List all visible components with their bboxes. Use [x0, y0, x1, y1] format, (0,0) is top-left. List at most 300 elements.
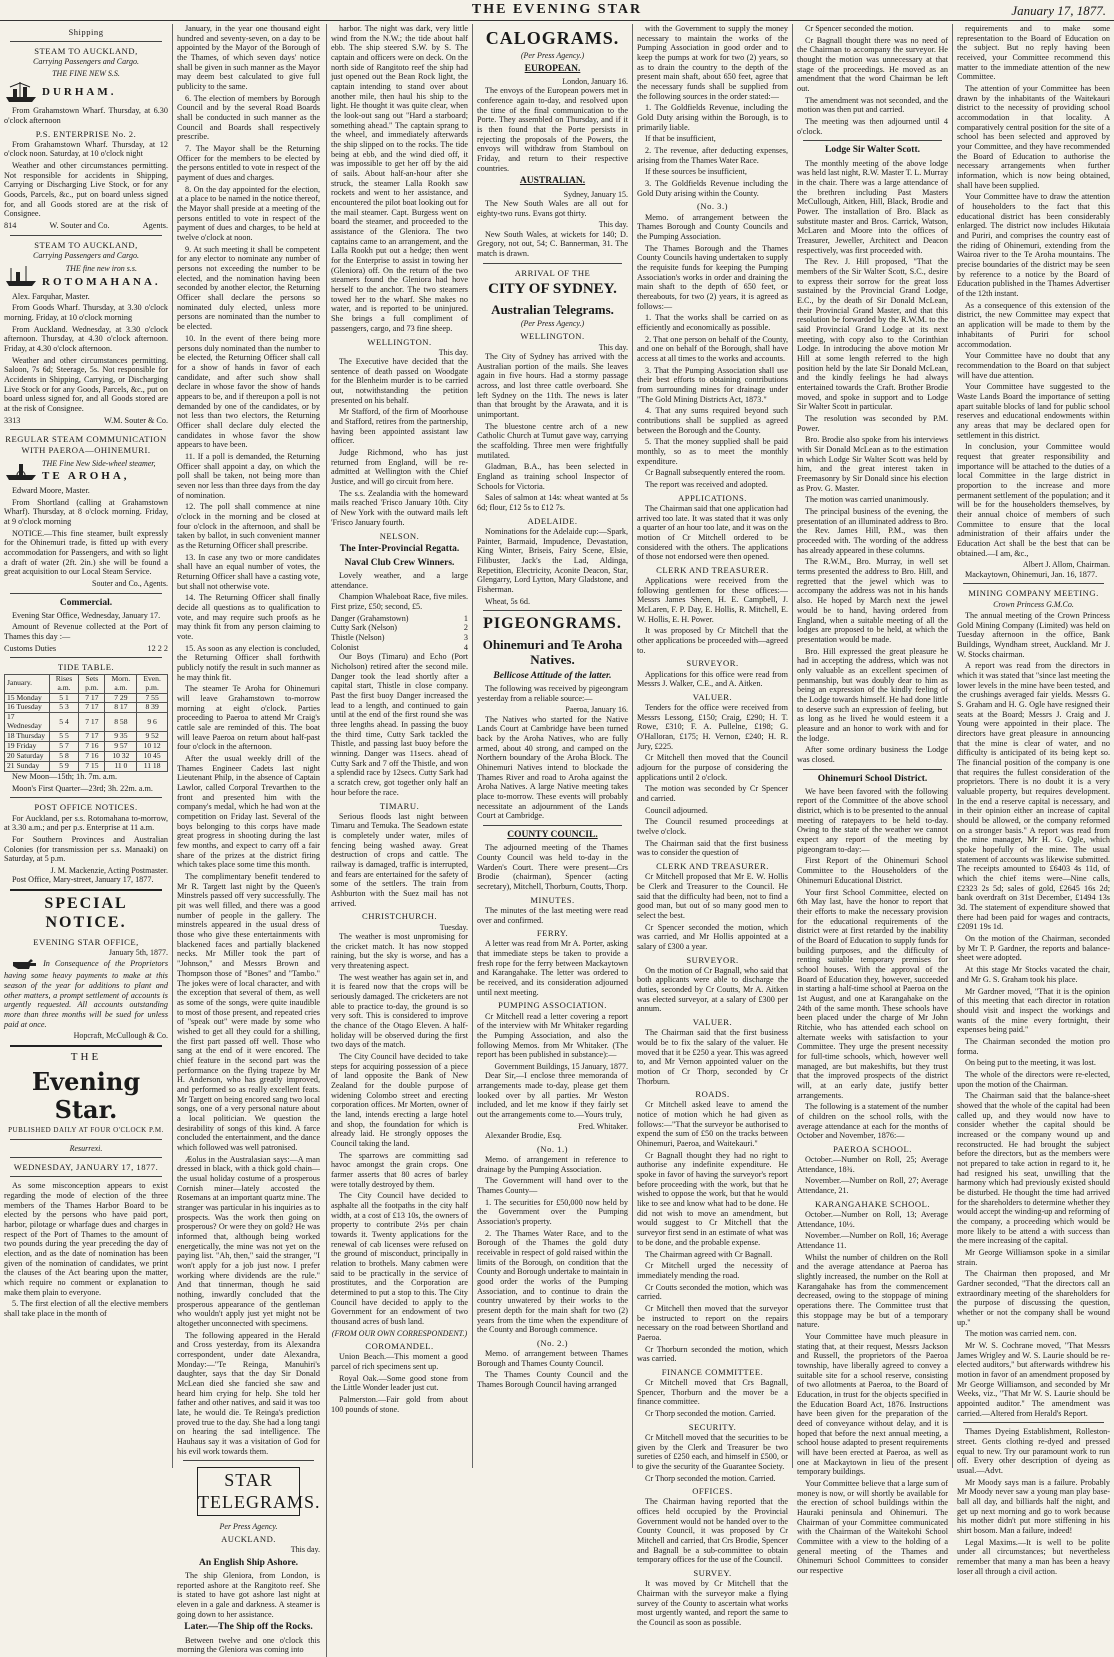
divider [963, 1422, 1104, 1423]
paragraph: At this stage Mr Stocks vacated the chair, and Mr G. S. Graham took his place. [957, 965, 1110, 984]
ad-durham-title: STEAM TO AUCKLAND, [34, 46, 138, 57]
paragraph: Cr Thorp seconded the motion. Carried. [645, 1473, 776, 1483]
paragraph: The motion was carried unanimously. [805, 495, 929, 505]
dateline: London, January 16. [562, 76, 628, 86]
table-cell: 5 3 [49, 703, 78, 713]
paragraph: Cr Coutts seconded the motion, which was carried. [637, 1282, 788, 1302]
paragraph: Your Committee have no doubt that any recommendation to the Board on that subject will have due attention. [957, 351, 1110, 380]
paragraph: Cr Mitchell moved that the securities to be given by the Clerk and Treasurer be two sureties of £250 each, and himself in £500, or to give the security of the Guarantee Society. [637, 1432, 788, 1471]
table-cell: 9 57 [105, 742, 137, 752]
shipping-heading: Shipping [68, 27, 104, 37]
table-cell: 7 16 [79, 742, 105, 752]
divider [483, 825, 622, 826]
paragraph: The sparrows are committing sad havoc amongst the grain crops. One farmer asserts that 80 acres of barley were totally destroyed by them. [331, 1150, 468, 1189]
paragraph: Champion Whaleboat Race, five miles. First prize, £50; second, £5. [331, 592, 468, 612]
paragraph: Bro. Hill expressed the great pleasure he had in accepting the address, which was not only valuable as an excellent specimen of penmanship, but was doubly dear to him as being an expression of the kindly feeling of the Lodge towards himself. He had done little to deserve such an expression of feeling, but as long as he lived he would esteem it a pleasure and an honor to work with and for the lodge. [797, 646, 948, 743]
subsection-heading: SURVEYOR. [686, 954, 739, 965]
race-result-row [331, 614, 468, 624]
table-row [5, 732, 168, 742]
ad-footer [4, 416, 168, 426]
table-cell: 7 29 [105, 693, 137, 703]
subsection-heading: KARANGAHAKE SCHOOL. [814, 1198, 930, 1209]
commercial-line: Evening Star Office, Wednesday, January 17. [12, 610, 161, 620]
paragraph: Dear Sir,—I enclose three memoranda of arrangements made to-day, please get them looked over by all parties. Mr Weston included, and let me know if they fairly set out the arrangements come to.—Yours truly, [477, 1071, 628, 1119]
paragraph: The Council resumed proceedings at twelve o'clock. [637, 817, 788, 837]
paragraph: The Chairman agreed with Cr Bagnall. [645, 1249, 773, 1259]
dateline: ADELAIDE. [527, 515, 578, 526]
table-header-cell: Rises a.m. [49, 674, 78, 693]
paragraph: The City Council have decided to asphalte all the footpaths in the city half width, at a cost of £13 10s, the owners of property to contribute 2½s per chain towards it. Twenty applications for the renewal of cab licenses were refused on the ground of misconduct, principally in relation to brothels. Many cabmen were said to be practically in the service of prostitutes, and the Corporation are determined to put a stop to this. The City Council have decided to apply to the Government for an endowment of two thousand acres of bush land. [331, 1191, 468, 1327]
paragraph: 3. The Goldfields Revenue including the Gold Duty arising within the County. [637, 179, 788, 198]
paragraph: The following appeared in the Herald and Cross yesterday, from its Alexandra correspondent, under date Alexandra, Monday:—"Te Reinga, Manuhiri's daughter, says that the day Sir Donald McLean died she fancied she saw and heard him crying for help. She told her father and other natives, and said it was too late, he would die. Te Reinga's prediction proved true to the day. She had a long tangi on hearing the sad intelligence. The Hauhaus say it was a visitation of God for his evil work towards them. [177, 1330, 320, 1456]
table-row [5, 762, 168, 772]
paragraph: Cr Mitchell then moved that the Council adjourn for the purpose of considering the applications until 2 o'clock. [637, 753, 788, 782]
ad-number: 3313 [4, 415, 21, 425]
paragraph: with the Government to supply the money necessary to maintain the works of the Pumping Association in good order and to keep the pumps at work for two (2) years, so as to drain the country to the depth of the present main shaft, about 650 feet, agree that the necessary funds shall be supplied from the following sources in the order stated:— [637, 24, 788, 101]
publication-note: PUBLISHED DAILY AT FOUR O'CLOCK P.M. [8, 1126, 164, 1135]
paragraph: Cr Spencer seconded the motion. [805, 24, 914, 33]
paragraph: Thames Dyeing Establishment, Rolleston-street. Gents clothing re-dyed and pressed equal to new. Try our paramount work to run off. Every other description of dyeing as usual.—Advt. [957, 1427, 1110, 1476]
story-subheading: Bellicose Attitude of the latter. [493, 670, 612, 681]
paragraph: Cr Mitchell read a letter covering a report of the interview with Mr Whitaker regarding the Pumping Association, and also the following Memos. from Mr Whitaker. (The report has been published in substance):— [477, 1011, 628, 1060]
ad-rotomahana-subtitle: Carrying Passengers and Cargo. [33, 250, 139, 260]
divider [10, 1045, 162, 1047]
section-heading: EUROPEAN. [524, 63, 581, 74]
divider [803, 769, 942, 770]
paragraph: The Chairman said that the first business was to consider the question of [637, 838, 788, 858]
ad-line: Weather and other circumstances permitting. Not responsible for accidents in Shipping, Carrying or Discharging Live Stock, or for any Goods, Parcels, &c., put on board unless signed for, and all Goods stored are at the risk of Consignee. [4, 160, 168, 219]
boat-name: Colonist [331, 642, 359, 652]
column-2-left [177, 24, 320, 1657]
paragraph: Judge Richmond, who has just returned from England, will be re-admitted at Wellington with the Chief Justice, and will go circuit from here. [331, 448, 468, 487]
paragraph: On the motion of the Chairman, seconded by Mr T. P. Gardner, the reports and balance-sheet were adopted. [957, 934, 1110, 963]
special-notice-office: EVENING STAR OFFICE, [33, 936, 139, 947]
paragraph: 14. The Returning Officer shall finally decide all questions as to qualification to vote, and may require such proofs as he may think fit from any person claiming to vote. [177, 593, 320, 641]
ad-number: 814 [4, 221, 17, 231]
paragraph: The following was received by pigeongram yesterday from a reliable source:— [477, 683, 628, 703]
table-cell: 5 4 [49, 713, 78, 732]
dateline-day: This day. [598, 342, 628, 352]
post-line: For Southern Provinces and Australian Colonies (for transmission per s.s. Manaaki) on Saturday, at 5 p.m. [4, 834, 168, 864]
paragraph: The motion was carried nem. con. [965, 1329, 1077, 1339]
paragraph: The adjourned meeting of the Thames County Council was held to-day in the Warden's Court. There were present—Crs Brodie (chairman), Spencer (acting secretary), Mitchell, Thorburn, Coutts, Thorp. [477, 843, 628, 892]
ad-te-aroha-title: REGULAR STEAM COMMUNICATION WITH PAEROA—OHINEMURI. [5, 434, 167, 455]
table-cell: 10 12 [137, 742, 168, 752]
australian-telegrams-heading: Australian Telegrams. [491, 301, 614, 317]
post-line: For Auckland, per s.s. Rotomahana to-morrow, at 3.30 a.m.; and per p.s. Enterprise at 11 a.m. [4, 813, 168, 833]
paragraph: The weather is most unpromising for the cricket match. It has now stopped raining, but the sky is worse, and has a very threatening aspect. [331, 931, 468, 970]
ad-enterprise: P.S. ENTERPRISE No. 2. [35, 128, 137, 139]
ad-footer [4, 221, 168, 231]
paragraph: Your Committee have suggested to the Waste Lands Board the importance of setting apart suitable blocks of land for public school reserves and educational endowments within any areas that may be declared open for settlement in this district. [957, 382, 1110, 440]
paragraph: 12. The poll shall commence at nine o'clock in the morning and be closed at four o'clock in the afternoon, and shall be taken by ballot, in such convenient manner as the Returning Officer shall prescribe. [177, 502, 320, 550]
dateline-day: This day. [598, 220, 628, 230]
paragraph: Cr Mitchell moved that Crs Bagnall, Spencer, Thorburn and the mover be a finance committee. [637, 1378, 788, 1407]
subsection-heading: VALUER. [692, 691, 733, 702]
table-cell: 7 17 [79, 732, 105, 742]
ad-line: From Auckland. Wednesday, at 3.30 o'clock afternoon. Thursday, at 4.30 o'clock afternoon. Friday, at 4.30 o'clock afternoon. [4, 324, 168, 354]
paragraph: It was proposed by Cr Mitchell that the other applications be proceeded with—agreed to. [637, 626, 788, 655]
paragraph: The Natives who started for the Native Lands Court at Cambridge have been turned back by the Aroha Natives, who are fully armed, about 40 strong, and camped on the Northern boundary of the Aroha Block. The Ohinemuri Natives intend to blockade the Thames River and road to Aroha against the Aroha Natives. A large Native meeting takes place to-morrow. These events will probably necessitate an adjournment of the Lands Court at Cambridge. [477, 714, 628, 821]
paragraph: Legal Maxims.—It is well to be polite under all circumstances; but nevertheless remember that many a man has been a heavy loser all through a civil action. [957, 1537, 1110, 1576]
divider [10, 657, 162, 658]
divider [483, 263, 622, 264]
ad-line: From Grahamstown Wharf. Thursday, at 6.30 o'clock afternoon [4, 106, 168, 125]
ad-agent: W.M. Souter & Co. [104, 415, 168, 425]
table-cell: 5 1 [49, 693, 78, 703]
paragraph: 8. On the day appointed for the election, at a place to be named in the notice thereof, the Mayor shall preside at a meeting of the persons entitled to vote in respect of the payment of dues and charges, to be held at twelve o'clock at noon. [177, 184, 320, 243]
divider [10, 41, 162, 42]
paragraph: 6. The election of members by Borough Council and by the several Road Boards shall be conducted in such manner as the Council and Boards shall respectively prescribe. [177, 93, 320, 142]
boat-place: 4 [463, 642, 468, 652]
subsection-heading: CLERK AND TREASURER. [656, 564, 769, 575]
ship-name: TE AROHA, [42, 470, 130, 483]
table-cell: 17 Wednesday [5, 713, 50, 732]
ad-agent: Souter and Co., Agents. [92, 579, 168, 589]
paragraph: The Chairman said that one application had arrived too late. It was stated that it was only a quarter of an hour too late, and it was on the motion of Cr Mitchell ordered to be considered with the others. The applications of those not endorsed were then opened. [637, 503, 788, 562]
paragraph: 13. In case any two or more candidates shall have an equal number of votes, the Returning Officer shall have a casting vote, but shall not otherwise vote. [177, 552, 320, 591]
table-cell: 9 35 [105, 732, 137, 742]
paragraph: As a consequence of this extension of the district, the new Committee may expect that an application will be made to them by the inhabitants of Puriri for school accommodation. [957, 300, 1110, 349]
paragraph: The west weather has again set in, and it is feared now that the crops will be seriously damaged. The cricketers are not able to practice to-day, the ground is so very soft. This is considered to improve the chance of the Otago Eleven. A half-holiday will be observed during the first two days of the match. [331, 972, 468, 1050]
table-cell: 8 17 [105, 703, 137, 713]
table-cell: 7 15 [79, 762, 105, 772]
table-header-row [5, 674, 168, 693]
paragraph: The steamer Te Aroha for Ohinemuri will leave Grahamstown to-morrow morning at eight o'clock. Parties proceeding to Paeroa to attend Mr Craig's cattle sale are reminded of this. The boat will leave Paeroa on return about half-past four o'clock in the afternoon. [177, 684, 320, 752]
paragraph: The report was received and adopted. [645, 480, 768, 490]
paragraph: Memo. of arrangement in reference to drainage by the Pumping Association. [477, 1154, 628, 1174]
calograms-heading: CALOGRAMS. [485, 28, 620, 48]
paragraph: Mr Gardner moved, "That it is the opinion of this meeting that each director in rotation should visit and inspect the workings and wants of the mine every fortnight, their expenses being paid." [957, 986, 1110, 1035]
paragraph: Nominations for the Adelaide cup:—Spark, Painter, Barmaid, Impudence, Devastation, King Winter, Briseis, Fairy Scene, Elsie, Filibuster, Jack's the Lad, Aldinga, Repetition, Electricity, Aconite Deacon, Star, Glengarry, Lord Lytton, Mary Gladstone, and Fisherman. [477, 526, 628, 594]
paragraph: The attention of your Committee has been drawn by the inhabitants of the Waitekauri district to the necessity of providing school accommodation in that locality. A comparatively central position for the site of a school has been selected and approved by your Committee, and they have recommended the Board of Education to authorise the necessary arrangements when further information, which is now being obtained, shall have been supplied. [957, 84, 1110, 190]
table-row [5, 703, 168, 713]
special-notice-date: January 5th, 1877. [108, 947, 168, 957]
column-4 [632, 24, 792, 1627]
agency-line: (Per Press Agency.) [520, 51, 585, 61]
subsection-heading: PAEROA SCHOOL. [833, 1143, 912, 1154]
paragraph: The Chairman seconded the motion pro forma. [957, 1036, 1110, 1056]
paddle-steamer-icon [4, 459, 38, 481]
subsection-heading: SECURITY. [688, 1421, 737, 1432]
paragraph: Cr Bagnall thought they had no right to authorise any indefinite expenditure. He spoke in favor of having the surveyor's report before proceeding with the work, but that he wished to oppose the work, but that he would like to see and know what had to be done. He did not wish to move an amendment, but would suggest to Cr Mitchell that the surveyor first send in an estimate of what was to be done, and the probable expense. [637, 1150, 788, 1247]
column-6 [952, 24, 1114, 1576]
paragraph: Our Boys (Timaru) and Echo (Port Nicholson) retired after the second mile. Danger took the lead shortly after a capital start, Thistle in close company. Past the first buoy Danger increased the lead to a length, and continued to gain until at the end of the first round she was three lengths ahead. In passing the buoy the third time, Cutty Sark tackled the Thistle, and passing last buoy before the winning. Danger was 11secs. ahead of Cutty Sark and 7 off the Thistle, and won a splendid race by 12secs. Cutty Sark had a scratch crew, got together only half an hour before the race. [331, 652, 468, 797]
table-row [5, 742, 168, 752]
tide-table [4, 674, 168, 773]
table-cell: 7 55 [137, 693, 168, 703]
subsection-heading: VALUER. [692, 1017, 733, 1028]
section-heading: AUSTRALIAN. [519, 176, 586, 187]
memo-number: (No. 2.) [537, 1338, 568, 1348]
commercial-line: Amount of Revenue collected at the Port of Thames this day :— [4, 622, 168, 642]
paragraph: It was moved by Cr Mitchell that the Chairman with the surveyor make a flying survey of the County to ascertain what works most urgently wanted, and report the same to the Council as soon as possible. [637, 1579, 788, 1627]
paragraph: 2. That one person on behalf of the County, and one on behalf of the Borough, shall have access at all times to the works and accounts. [637, 334, 788, 363]
paper-motto: Resurrexi. [69, 1143, 103, 1153]
table-cell: 5 5 [49, 732, 78, 742]
paper-the: THE [70, 1050, 102, 1063]
subsection-heading: APPLICATIONS. [678, 492, 747, 503]
column-5 [792, 24, 952, 1576]
paragraph: Palmerston.—Fair gold from about 100 pounds of stone. [331, 1395, 468, 1414]
paragraph: Cr Mitchell asked leave to amend the notice of motion which he had given as follows:—"That the surveyor be authorised to expend the sum of £50 on the tracks between Ohinemuri, Paeroa, and Waitekauri." [637, 1100, 788, 1149]
paragraph: If these sources be insufficient, [645, 167, 747, 177]
story-heading: An English Ship Ashore. [198, 1557, 299, 1568]
paragraph: The s.s. Zealandia with the homeward mails reached 'Frisco January 10th. City of New York with the outward mails left 'Frisco January fourth. [331, 488, 468, 527]
paragraph: If that be insufficient, [645, 134, 716, 144]
special-notice-title: SPECIAL NOTICE. [44, 895, 128, 931]
ship-name: ROTOMAHANA. [42, 275, 161, 288]
leader-date: WEDNESDAY, JANUARY 17, 1877. [13, 1162, 159, 1173]
boat-name: Thistle (Nelson) [331, 633, 385, 643]
table-cell: 10 45 [137, 752, 168, 762]
paragraph: The Executive have decided that the sentence of death passed on Woodgate for the Blenheim murder is to be carried out, notwithstanding the petition presented on his behalf. [331, 357, 468, 405]
divider [10, 429, 162, 430]
ship-rotomahana [4, 263, 168, 288]
paragraph: Gladman, B.A., has been selected in England as training school Inspector of Schools for Victoria. [477, 462, 628, 491]
masthead [0, 0, 1114, 21]
memo-number: (No. 1.) [537, 1143, 568, 1154]
paragraph: Cr Bagnall subsequently entered the room. [645, 468, 786, 478]
paragraph: Bro. Brodie also spoke from his interviews with Sir Donald McLean as to the estimation in which Lodge Sir Walter Scott was held by him, and the great interest taken in Freemasonry by Sir Donald since his election as Prov. G. Master. [797, 435, 948, 493]
arrival-heading: ARRIVAL OF THE [514, 267, 591, 278]
divider [10, 1176, 162, 1177]
special-notice-body: In Consequence of the Proprietors having some heavy payments to make at this season of the year for additions to plant and other matters, a prompt settlement of accounts is urgently requested. All accounts outstanding more than three months will be sued for unless paid at once. [4, 959, 169, 1029]
ad-line: From Shortland (calling at Grahamstown Wharf). Thursday, at 8 o'clock morning. Friday, at 9 o'clock morning [4, 497, 168, 527]
paragraph: Union Beach.—This moment a good parcel of rich specimens sent up. [331, 1352, 468, 1372]
paragraph: Between twelve and one o'clock this morning the Gleniora was coming into [177, 1635, 320, 1655]
report-signature: Albert J. Allom, Chairman. [1022, 560, 1110, 570]
paragraph: Æolus in the Australasian says:—A man dressed in black, with a thick gold chain—the usual holiday costume of a prosperous Cornish miner—lately accosted the Rosemans at an important quartz mine. The stranger was particular in his inquiries as to prospects. Was the work then going on prosperous? Or were they on gold? He was informed that, although being worked energetically, the mine was not yet on the paying list. "Ah, then," said the stranger, "I won't apply for a job just now. I prefer working where dividends are the rule." And that tinnerman, though he said nothing, inwardly concluded that the prosperous appearance of the gentleman who wouldn't apply just yet might not be altogether unconnected with specimens. [177, 1154, 320, 1329]
ship-te-aroha [4, 458, 168, 483]
paragraph: Whilst the number of children on the Roll and the average attendance at Paeroa has slightly increased, the number on the Roll at Karangahake has from the commencement decreased, owing to the stoppage of mining operations there. The Committee trust that this stoppage may be but of a temporary nature. [797, 1252, 948, 1330]
pointing-hand-icon [12, 957, 38, 971]
table-cell: 7 17 [79, 703, 105, 713]
paragraph: The ship Gleniora, from London, is reported ashore at the Rangitoto reef. She is stated to have got ashore last night at eleven in a gale and darkness. A steamer is going down to her assistance. [177, 1571, 320, 1619]
divider [10, 593, 162, 594]
paragraph: 9. At such meeting it shall be competent for any elector to nominate any number of persons not exceeding the number to be elected, and the nomination having been seconded by another elector, the Returning Officer shall declare the persons so nominated duly elected, unless more persons are nominated than the number to be elected. [177, 244, 320, 332]
agency-line: Per Press Agency. [219, 1521, 278, 1531]
ship-durham [4, 81, 168, 103]
subsection-heading: FINANCE COMMITTEE. [661, 1366, 764, 1377]
paragraph: The Chairman then proposed, and Mr Gardner seconded, "That the directors call an extraordinary meeting of the shareholders for the purpose of discussing the question, whether or not the company shall be wound up." [957, 1269, 1110, 1327]
newspaper-title: THE EVENING STAR [471, 2, 643, 17]
dateline: Sydney, January 15. [563, 189, 628, 199]
subsection-heading: OFFICES. [692, 1486, 733, 1497]
paragraph: Cr Mitchell proposed that Mr E. W. Hollis be Clerk and Treasurer to the Council. He said that the difficulty had been, not to find a good man, but out of so many good men to select the best. [637, 872, 788, 920]
post-line: Post Office, Mary-street, January 17, 1877. [12, 875, 154, 885]
divider [10, 1139, 162, 1140]
paragraph: The Thames County Council and the Thames Borough Council having arranged [477, 1370, 628, 1390]
paragraph: Cr Spencer seconded the motion, which was carried, and Mr Hollis appointed at a salary of £300 a year. [637, 922, 788, 951]
story-heading: Later.—The Ship off the Rocks. [184, 1622, 313, 1633]
paragraph: On being put to the meeting, it was lost. [965, 1058, 1096, 1068]
paragraph: The Rev. J. Hill proposed, "That the members of the Sir Walter Scott, S.C., desire to express their sorrow for the great loss sustained by the Provincial Grand Lodge, E.C., by the death of Sir Donald McLean, their Provincial Grand Master, and that this resolution be forwarded by the R.W.M. to the said Provincial Grand Lodge at its next meeting, with copy also to the Corinthian Lodge. In introducing the above motion Mr Hill at some length referred to the high position held by the late Sir Donald McLean, and the kindly feelings he had always entertained towards the Craft. Brother Brodie moved, and spoke in support and to Lodge Sir Walter Scott in particular. [797, 257, 948, 412]
paragraph: Your Committee have to draw the attention of householders to the fact that this educational district has been considerably enlarged. The district now includes Hikutaia and Puriri, and comprises the country east of the riding of Ohinemuri, extending from the Wairoa river to the Te Aroha mountains. The precise boundaries of the district may be seen by reference to a notice by the Board of Education published in the Thames Advertiser of the 12th instant. [957, 192, 1110, 299]
paragraph: The whole of the directors were re-elected, upon the motion of the Chairman. [957, 1069, 1110, 1089]
paragraph: 1. That the works shall be carried on as efficiently and economically as possible. [637, 313, 788, 332]
paragraph: Cr Thorburn seconded the motion, which was carried. [637, 1344, 788, 1364]
ad-agent: W. Souter and Co. [49, 221, 110, 231]
customs-amount: 12 2 2 [147, 643, 168, 653]
paragraph: 5. That the money supplied shall be paid monthly, so as to meet the monthly expenditure. [637, 437, 788, 466]
paragraph: On the motion of Cr Bagnall, who said that both applicants were able to discharge the duties, seconded by Cr Coutts, Mr A. Aitken was elected surveyor, at a salary of £300 per annum. [637, 965, 788, 1014]
table-cell: 10 32 [105, 752, 137, 762]
paragraph: The envoys of the European powers met in conference again to-day, and resolved upon the time of the final communication to the Porte. They assembled on Thursday, and if it is then found that the Porte persists in rejecting the proposals of the Powers, the envoys will withdraw from Stamboul on Friday, and return to their respective countries. [477, 86, 628, 173]
dateline: Paeroa, January 16. [565, 705, 628, 715]
post-office-heading: POST OFFICE NOTICES. [34, 802, 138, 813]
company-name: Crown Princess G.M.Co. [993, 599, 1074, 609]
paragraph: Mr Moody says man is a failure. Probably Mr Moody never saw a young man play base-ball all day, and billiards half the night, and get up next morning and go to work because his mother didn't put more stiffening in his shirt bosom. Man a failure, indeed! [957, 1477, 1110, 1536]
customs-row [4, 644, 168, 654]
star-telegrams-heading: STAR TELEGRAMS. [197, 1467, 300, 1515]
dateline-day: This day. [438, 347, 468, 357]
paragraph: 15. As soon as any election is concluded, the Returning Officer shall forthwith publicly notify the result in such manner as he may think fit. [177, 643, 320, 682]
table-cell: 16 Tuesday [5, 703, 50, 713]
table-cell: 9 52 [137, 732, 168, 742]
paragraph: The Chairman having reported that the offices held occupied by the Provincial Government would not be handed over to the County Council, it was proposed by Cr Mitchell and carried, that Crs Brodie, Spencer and Bagnall be a sub-committee to obtain temporary offices for the use of the Council. [637, 1497, 788, 1565]
story-heading: Naval Club Crew Winners. [344, 557, 455, 568]
ad-durham-subtitle: Carrying Passengers and Cargo. [33, 57, 139, 67]
paragraph: After the usual weekly drill of the Thames Engineer Cadets last night Lieutenant Philp, in the absence of Captain Lawlor, called Corporal Trevarthen to the front and presented him with the company's medal, which he had won at the competition on Friday last. Several of the boys belonging to this corps have made great progress in shooting during the last few months, and expect to carry off a fair share of the prizes at the district firing which takes place some time this month. [177, 754, 320, 870]
story-heading: The Inter-Provincial Regatta. [339, 543, 460, 554]
paragraph: New South Wales, at wickets for 140; D. Gregory, not out, 54; C. Bannerman, 31. The match is drawn. [477, 229, 628, 259]
paragraph: The City of Sydney has arrived with the Australian portion of the mails. She leaves again in five hours. Had a stormy passage across, and lost three cattle overboard. She left Sydney on the 11th. The news is later than that brought by the Arawata, and it is unimportant. [477, 351, 628, 419]
special-notice-signature: Hopcraft, McCullough & Co. [73, 1031, 168, 1041]
paragraph: Royal Oak.—Some good stone from the Little Wonder leader just cut. [331, 1373, 468, 1393]
section-heading: COUNTY COUNCIL. [507, 830, 598, 841]
paragraph: Your Committee believe that a large sum of money is now, or will shortly be available for the erection of school buildings within the Hauraki peninsula and Ohinemuri. The Chairman of your Committee communicated with the Chairman of the Waitekohi School Committee with a view to the holding of a general meeting of the Thames and Ohinemuri School Committees to consider our respective [797, 1479, 948, 1576]
race-result-row [331, 623, 468, 633]
subsection-heading: PUMPING ASSOCIATION. [498, 1000, 607, 1011]
dateline: CHRISTCHURCH. [361, 911, 438, 922]
paragraph: Your Committee have much pleasure in stating that, at their request, Messrs Jackson and Russell, the proprietors of the Paeroa township, have liberally agreed to convey a suitable site for a school reserve, consisting of two allotments at Paeroa, to the Board of Education, in trust for the objects specified in the Education Board Act, 1876. Instructions have been given for the preparation of the deed of conveyance without delay, and it is hoped that before the next annual meeting, a school house adapted to present requirements will have been erected at Paeroa, as well as one at Mackaytown in lieu of the present temporary buildings. [797, 1332, 948, 1477]
subsection-heading: FERRY. [536, 928, 569, 939]
boat-name: Cutty Sark (Nelson) [331, 623, 397, 633]
table-row [5, 713, 168, 732]
paragraph: Cr Bagnall thought there was no need of the Chairman to accompany the surveyor. He thought the motion was unnecessary at that stage of the proceedings. He moved as an amendment that the word Chairman be left out. [797, 35, 948, 94]
paragraph: Cr Thorp seconded the motion. Carried. [645, 1409, 776, 1419]
dateline-day: Tuesday. [439, 922, 468, 932]
divider [10, 889, 162, 891]
paragraph: The motion was seconded by Cr Spencer and carried. [637, 784, 788, 804]
paragraph: A report was read from the directors in which it was stated that "since last meeting the lower levels in the mine have been tested, and the crushings averaged fair yields. Messrs G. S. Graham and H. G. Ogle have resigned their seats at the Board; Messrs J. Craig and J. Young were appointed in their place. The directors have great pleasure in announcing that the mine is clear of water, and no difficulty is anticipated of its being kept so. The financial position of the company is one that requires the fullest consideration of the proprietors. There is no doubt it is a very valuable property, but requires development. In the end a reserve capital is necessary, and in their opinion either an increase of capital should be allowed, or the company reformed on a stronger basis." A report was read from the mine manager, Mr H. G. Ogle, which spoke hopefully of the mine. The usual statement of accounts was likewise submitted. The receipts amounted to £6403 4s 11d, of which the chief items were—Nine calls, £2323 2s 5d; sales of gold, £2645 16s 2d; bank overdraft on 31st December, £1494 13s 3d. The statement of expenditure showed that there had been paid for wages and contracts, £2091 19s 1d. [957, 661, 1110, 932]
table-row [5, 752, 168, 762]
paragraph: The bluestone centre arch of a new Catholic Church at Tumut gave way, carrying the scaffolding. Three men were frightfully mutilated. [477, 421, 628, 460]
paragraph: The Chairman said that the balance-sheet showed that the whole of the capital had been called up, and they would now have to consider whether the capital should be increased or the company wound up and reconstructed. He had brought the subject before the directors, but as the members were not prepared to take action in regard to it, he had resigned his seat, unwilling that the harmony which had previously existed should be disturbed. He thought the time had arrived for the shareholders to determine whether they would accept the winding-up and reforming of the company, a proceeding which would be more likely to be attend a with success than the mere increasing of the capital. [957, 1091, 1110, 1246]
column-2-inner [177, 24, 468, 1657]
ad-line: Edward Moore, Master. [12, 486, 90, 496]
paragraph: The meeting was then adjourned until 4 o'clock. [797, 117, 948, 136]
paragraph: The annual meeting of the Crown Princess Gold Mining Company (Limited) was held on Tuesday afternoon in the office, Bank Buildings, Wyndham street, Auckland. Mr J. W. Stocks chairman. [957, 610, 1110, 659]
paragraph: The principal business of the evening, the presentation of an illuminated address to Bro. the Rev. James Hill, P.M., was then proceeded with. The wording of the address has already appeared in these columns. [797, 507, 948, 555]
paragraph: January, in the year one thousand eight hundred and seventy-seven, on a day to be appointed by the Mayor of the Borough of the Thames, of which seven days' notice shall be given in such manner as the Mayor may deem best calculated to give full publicity to the same. [177, 24, 320, 92]
leader-paragraph: As some misconception appears to exist regarding the mode of election of the three members of the Thames Harbor Board to be elected by the persons who have paid port, harbor, pilotage or wharfage dues and charges in respect of the Port of Thames to the amount of two pounds during the year preceding the day of election, and as the date of nomination has been given of the nomination of candidates, we print the clauses of the Act bearing upon the matter, which require no comment or explanation to make them plain to everyone. [4, 1181, 168, 1297]
boat-place: 2 [463, 623, 468, 633]
customs-label: Customs Duties [4, 643, 57, 653]
paragraph: 2. The Thames Water Race, and to the Borough of the Thames the gold duty receivable in respect of gold raised within the limits of the Borough, on condition that the County and Borough undertake to maintain in good order the works of the Pumping Association, and to continue to drain the country unwatered by their works to the present depth for the main shaft for two (2) years from the time when the expenditure of the County and Borough commence. [477, 1228, 628, 1335]
paragraph: 11. If a poll is demanded, the Returning Officer shall appoint a day, on which the poll shall be taken, not being more than seven nor less than three days from the day of nomination. [177, 451, 320, 500]
city-of-sydney-heading: CITY OF SYDNEY. [488, 280, 617, 297]
tide-table-heading: TIDE TABLE. [57, 662, 115, 673]
paragraph: Alexander Brodie, Esq. [485, 1131, 562, 1141]
paragraph: Mackaytown, Ohinemuri, Jan. 16, 1877. [965, 569, 1098, 579]
section-heading: Lodge Sir Walter Scott. [825, 145, 920, 156]
dateline: TIMARU. [379, 800, 420, 811]
table-cell: 19 Friday [5, 742, 50, 752]
paragraph: The following is a statement of the number of children on the school rolls, with the average attendance at each for the months of October and November, 1876:— [797, 1102, 948, 1141]
steamship-icon [4, 265, 38, 287]
postmaster-signature: J. M. Mackenzie, Acting Postmaster. [50, 865, 168, 875]
paragraph: We have been favored with the following report of the Committee of the above school district, which is to be presented to the annual meeting of ratepayers to be held to-day. Owing to the state of the weather we cannot expect any report of the meeting by pigeongram to-day:— [797, 786, 948, 854]
paragraph: The amendment was not seconded, and the motion was then put and carried. [797, 95, 948, 115]
paragraph: Mr Stafford, of the firm of Moorhouse and Stafford, retires from the partnership, having been appointed assistant law officer. [331, 407, 468, 446]
boat-place: 1 [463, 613, 468, 623]
paragraph: The Thames Borough and the Thames County Councils having undertaken to supply the requisite funds for keeping the Pumping Association's works in order and draining the main shaft to the depth of 650 feet, or thereabouts, for two (2) years, it is agreed as follows:— [637, 243, 788, 311]
paragraph: Cr Mitchell then moved that the surveyor be instructed to report on the repairs necessary on the road between Shortland and Paeroa. [637, 1303, 788, 1342]
paragraph: The complimentary benefit tendered to Mr R. Targett last night by the Queen's Minstrels passed off very successfully. The pit was well filled, and there was a good number of people in the gallery. The minstrels appeared in the usual dress of those who give these entertainments with blackened faces and partially blackened necks. Mr Miller took the part of "Johnson," and Messrs Brown and Thompson those of "Bones" and "Tambo." The jokes were of local character, and with the exception that several of them, as well as some of the songs, were quite inaudible to most of those present, and repeated cries of "speak out" were made by some who wished to get all they could for a shilling, the first part passed off well. Those who sang at the end of it were encored. The chief feature in the second part was the performance on the flying trapeze by Mr H. Anderson, who has greatly improved, and performed so as really excellent feats. Mr Targett on being encored sang two local songs, one of a very personal nature about a local politician. We question the desirability of songs of this kind. A farce concluded the entertainment, and the dance which followed was well patronised. [177, 872, 320, 1152]
boat-place: 3 [463, 633, 468, 643]
divider [483, 610, 622, 611]
paragraph: The Government will hand over to the Thames County— [477, 1176, 628, 1195]
paragraph: The minutes of the last meeting were read over and confirmed. [477, 905, 628, 925]
pigeongrams-heading: PIGEONGRAMS. [483, 615, 622, 633]
dateline: AUCKLAND. [221, 1534, 276, 1545]
paragraph: November.—Number on Roll, 16; Average Attendance 11. [797, 1231, 948, 1250]
own-correspondent: (FROM OUR OWN CORRESPONDENT.) [331, 1328, 468, 1338]
paragraph: First Report of the Ohinemuri School Committee to the Householders of the Ohinemuri Educational District. [797, 856, 948, 885]
memo-number: (No. 3.) [697, 201, 728, 212]
paragraph: The resolution was seconded by P.M. Power. [797, 414, 948, 433]
boat-name: Danger (Grahamstown) [331, 613, 409, 623]
dateline-day: This day. [290, 1545, 320, 1555]
paragraph: 3. That the Pumping Association shall use their best efforts to obtaining contributions from surrounding mines for drainage under "The Gold Mining Districts Act, 1873." [637, 365, 788, 404]
ad-line: From Goods Wharf. Thursday, at 3.30 o'clock morning. Friday, at 10 o'clock morning [4, 303, 168, 323]
leader-paragraph: 5. The first election of all the elective members shall take place in the month of [4, 1299, 168, 1319]
ad-line: Weather and other circumstances permitting. Saloon, 7s 6d; Steerage, 5s. Not responsible for Accidents in Shipping, Carrying, or Discharging Live Stock or for any Goods, Parcels, &c., put on board unless signed for, and all Goods stored are at the risk of Consignee. [4, 355, 168, 414]
paragraph: The monthly meeting of the above lodge was held last night, R.W. Master T. L. Murray in the chair. There was a large attendance of the brethren including Past Masters McCullough, Aitken, Hill, Black, Brodie and Power. The installation of Bro. Black as substitute master and Bros. Carrick, Watson, McLaren and Moore into the offices of Treasurer, Jeweller, Architect and Deacon respectively, was first proceeded with. [797, 158, 948, 255]
letter-signature: Fred. Whitaker. [578, 1121, 628, 1131]
steamship-icon [4, 81, 38, 103]
subsection-heading: MINUTES. [530, 894, 575, 905]
paragraph: After some ordinary business the Lodge was closed. [797, 745, 948, 764]
dateline: WELLINGTON. [520, 331, 585, 342]
paragraph: 2. The revenue, after deducting expenses, arising from the Thames Water Race. [637, 146, 788, 165]
divider [183, 1460, 314, 1461]
moon-line: New Moon—15th; 1h. 7m. a.m. [12, 772, 118, 782]
paragraph: requirements and to make some representation to the Board of Education on the subject. But no reply having been received, your Committee recommend this matter to the immediate attention of the new Committee. [957, 24, 1110, 82]
commercial-heading: Commercial. [59, 597, 113, 608]
dateline: NELSON. [379, 530, 420, 541]
table-cell: 11 18 [137, 762, 168, 772]
paragraph: Sales of salmon at 14s: wheat wanted at 5s 6d; flour, £12 5s to £12 7s. [477, 493, 628, 513]
paragraph: 7. The Mayor shall be the Returning Officer for the members to be elected by the persons entitled to vote in respect of the payment of dues and charges. [177, 144, 320, 183]
paragraph: Memo. of arrangement between the Thames Borough and County Councils and the Pumping Association. [637, 212, 788, 241]
paragraph: 1. The Goldfields Revenue, including the Gold Duty arising within the Borough, is to primarily liable. [637, 103, 788, 132]
ad-line: Alex. Farquhar, Master. [12, 291, 90, 301]
table-cell: 7 17 [79, 713, 105, 732]
paragraph: Lovely weather, and a large attendance. [331, 571, 468, 590]
table-row [5, 693, 168, 703]
paragraph: Wheat, 5s 6d. [485, 596, 531, 606]
column-2 [172, 24, 472, 1655]
divider [963, 583, 1104, 584]
paragraph: October.—Number on Roll, 25; Average Attendance, 18¾. [797, 1155, 948, 1174]
dateline: COROMANDEL. [365, 1341, 434, 1352]
ad-line: NOTICE.—This fine steamer, built expressly for the Ohinemuri trade, is fitted up with every accommodation for Passengers, and with so light a draft of water (2ft. 2in.) she will be found a great acquisition to our Local Steam Service. [4, 528, 168, 577]
paragraph: October.—Number on Roll, 13; Average Attendance, 10½. [797, 1209, 948, 1229]
paragraph: Mr George Williamson spoke in a similar strain. [957, 1247, 1110, 1267]
